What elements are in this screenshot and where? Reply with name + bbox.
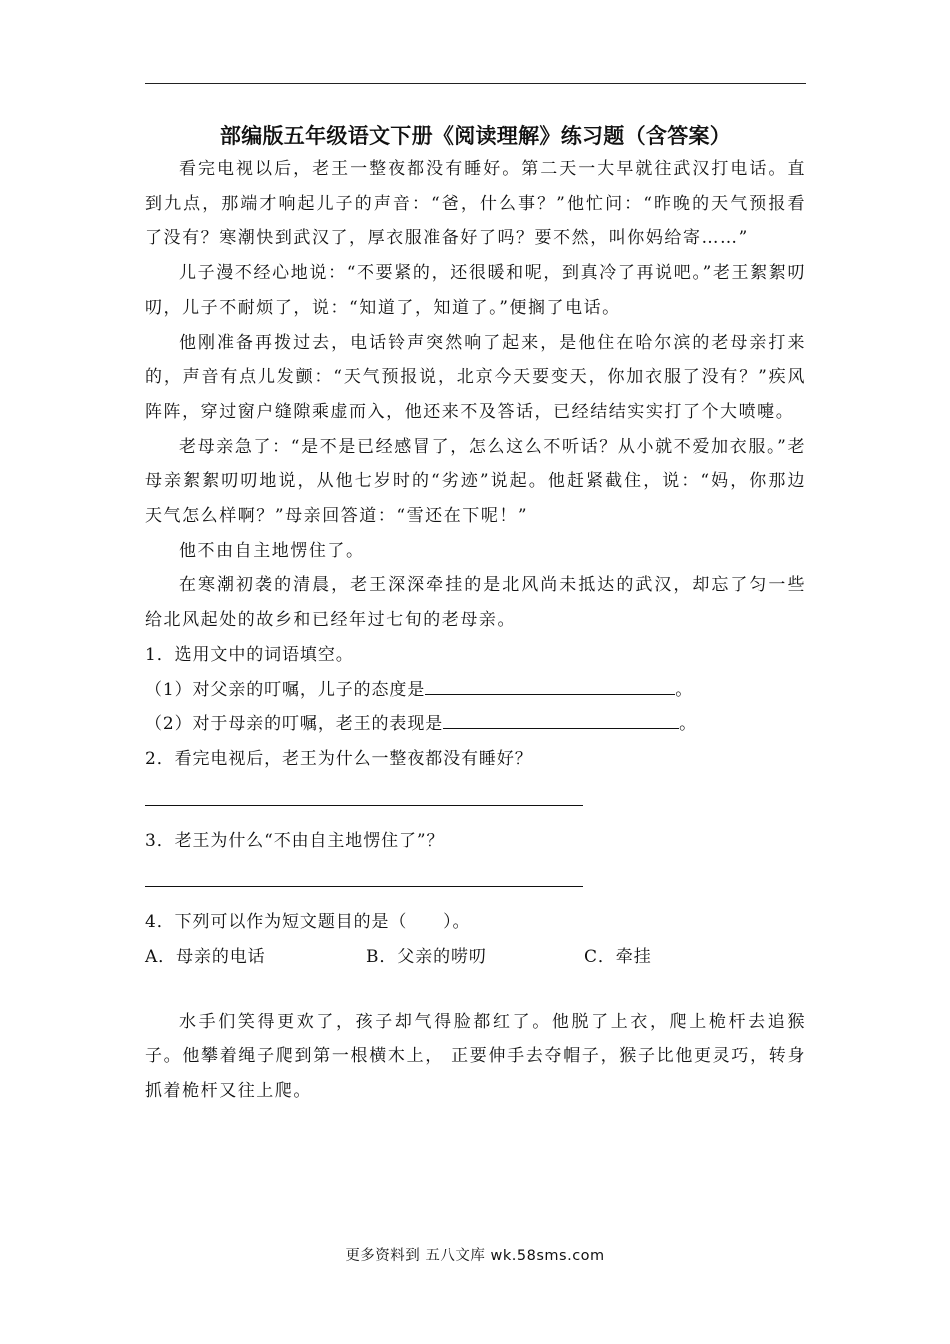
paragraph: 看完电视以后，老王一整夜都没有睡好。第二天一大早就往武汉打电话。直到九点，那端才响起儿子的声音：“爸，什么事？”他忙问：“昨晚的天气预报看了没有？寒潮快到武汉了，厚衣服准备好了吗？要不然，叫你妈给寄……” bbox=[145, 159, 806, 249]
header-rule bbox=[145, 83, 806, 84]
paragraph: 老母亲急了：“是不是已经感冒了，怎么这么不听话？从小就不爱加衣服。”老母亲絮絮叨叨地说，从他七岁时的“劣迹”说起。他赶紧截住，说：“妈，你那边天气怎么样啊？”母亲回答道：“雪还在下呢！” bbox=[145, 436, 806, 527]
paragraph: 他刚准备再拨过去，电话铃声突然响了起来，是他住在哈尔滨的老母亲打来的，声音有点儿发颤：“天气预报说，北京今天要变天，你加衣服了没有？”疾风阵阵，穿过窗户缝隙乘虚而入，他还来不及答话，已经结结实实打了个大喷嚏。 bbox=[145, 332, 806, 422]
questions bbox=[145, 638, 806, 975]
question-1-2 bbox=[145, 707, 806, 742]
passage-2 bbox=[145, 1005, 806, 1109]
question-1-1-text: （1）对父亲的叮嘱，儿子的态度是 bbox=[145, 679, 426, 700]
page-title: 部编版五年级语文下册《阅读理解》练习题（含答案） bbox=[219, 123, 732, 148]
question-1-1 bbox=[145, 673, 806, 708]
option-c[interactable]: C．牵挂 bbox=[584, 947, 652, 968]
paragraph: 他不由自主地愣住了。 bbox=[179, 540, 365, 561]
question-1: 1．选用文中的词语填空。 bbox=[145, 644, 354, 665]
question-1-1-end: 。 bbox=[675, 679, 694, 700]
question-2: 2．看完电视后，老王为什么一整夜都没有睡好？ bbox=[145, 748, 533, 769]
passage-1 bbox=[145, 152, 806, 638]
paragraph: 水手们笑得更欢了，孩子却气得脸都红了。他脱了上衣，爬上桅杆去追猴子。他攀着绳子爬到第一根横木上， 正要伸手去夺帽子，猴子比他更灵巧，转身抓着桅杆又往上爬。 bbox=[145, 1011, 806, 1102]
question-1-2-end: 。 bbox=[679, 714, 698, 735]
fill-blank[interactable] bbox=[425, 678, 675, 695]
footer-source: 更多资料到 五八文库 wk.58sms.com bbox=[345, 1248, 605, 1264]
answer-options bbox=[145, 940, 806, 975]
paragraph: 在寒潮初袭的清晨，老王深深牵挂的是北风尚未抵达的武汉，却忘了匀一些给北风起处的故乡和已经年过七旬的老母亲。 bbox=[145, 575, 806, 631]
question-3: 3．老王为什么“不由自主地愣住了”？ bbox=[145, 830, 445, 851]
option-b[interactable]: B．父亲的唠叨 bbox=[366, 947, 487, 968]
paragraph: 儿子漫不经心地说：“不要紧的，还很暖和呢，到真冷了再说吧。”老王絮絮叨叨，儿子不耐烦了，说：“知道了，知道了。”便搁了电话。 bbox=[145, 263, 806, 318]
fill-blank[interactable] bbox=[443, 712, 679, 729]
question-4: 4．下列可以作为短文题目的是（ ）。 bbox=[145, 912, 471, 933]
question-1-2-text: （2）对于母亲的叮嘱，老王的表现是 bbox=[145, 714, 444, 735]
document-page bbox=[145, 120, 806, 1109]
option-a[interactable]: A．母亲的电话 bbox=[145, 947, 266, 968]
